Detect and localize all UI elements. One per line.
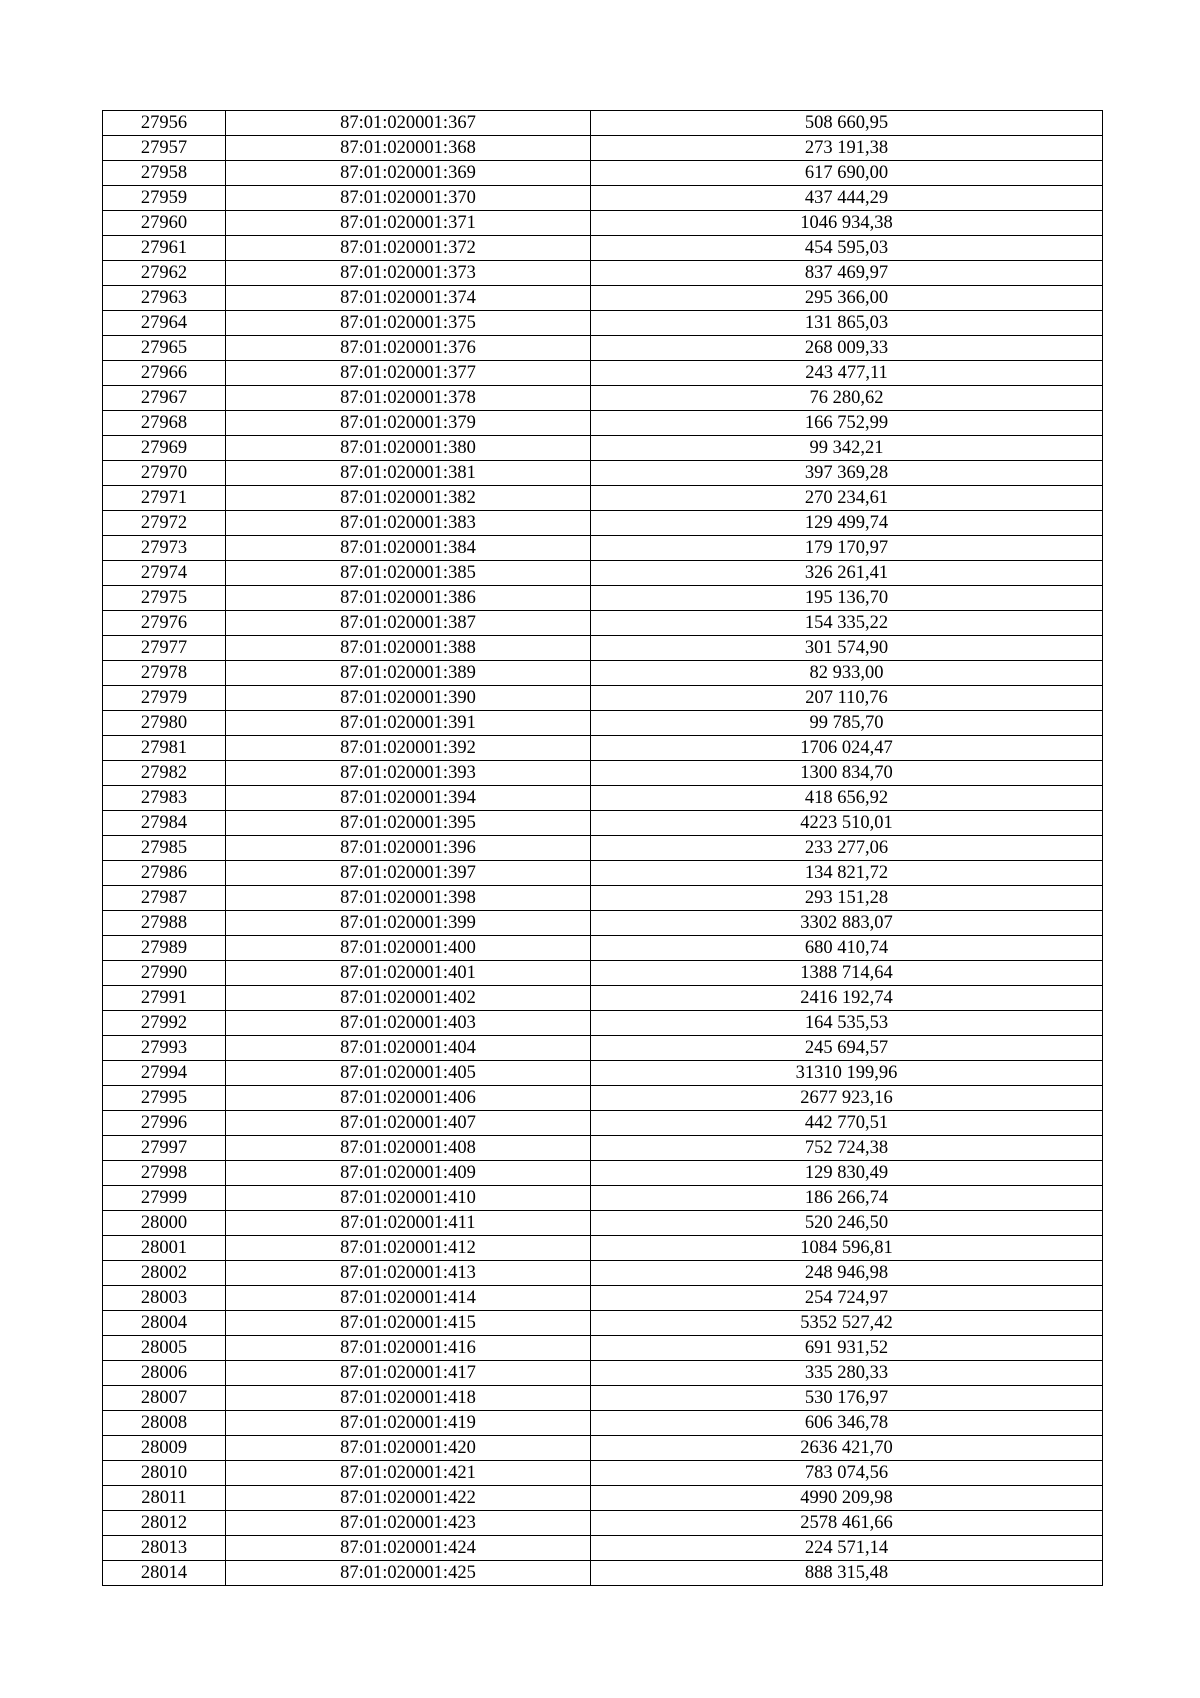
table-row xyxy=(103,486,1103,511)
cadastral-value-cell: 273 191,38 xyxy=(591,136,1103,161)
table-row xyxy=(103,461,1103,486)
cadastral-value-cell: 1046 934,38 xyxy=(591,211,1103,236)
cadastral-number-cell: 87:01:020001:411 xyxy=(226,1211,591,1236)
cadastral-number-cell: 87:01:020001:400 xyxy=(226,936,591,961)
row-number-cell: 27975 xyxy=(103,586,226,611)
cadastral-value-cell: 301 574,90 xyxy=(591,636,1103,661)
row-number-cell: 27978 xyxy=(103,661,226,686)
cadastral-number-cell: 87:01:020001:368 xyxy=(226,136,591,161)
row-number-cell: 28003 xyxy=(103,1286,226,1311)
cadastral-number-cell: 87:01:020001:372 xyxy=(226,236,591,261)
table-row xyxy=(103,186,1103,211)
table-row xyxy=(103,1336,1103,1361)
table-row xyxy=(103,1136,1103,1161)
row-number-cell: 27965 xyxy=(103,336,226,361)
cadastral-value-cell: 99 342,21 xyxy=(591,436,1103,461)
cadastral-value-cell: 397 369,28 xyxy=(591,461,1103,486)
cadastral-number-cell: 87:01:020001:417 xyxy=(226,1361,591,1386)
table-row xyxy=(103,911,1103,936)
row-number-cell: 27971 xyxy=(103,486,226,511)
table-row xyxy=(103,611,1103,636)
table-row xyxy=(103,1011,1103,1036)
cadastral-number-cell: 87:01:020001:382 xyxy=(226,486,591,511)
table-row xyxy=(103,236,1103,261)
table-row xyxy=(103,686,1103,711)
cadastral-number-cell: 87:01:020001:402 xyxy=(226,986,591,1011)
cadastral-number-cell: 87:01:020001:373 xyxy=(226,261,591,286)
cadastral-value-cell: 82 933,00 xyxy=(591,661,1103,686)
cadastral-number-cell: 87:01:020001:423 xyxy=(226,1511,591,1536)
cadastral-number-cell: 87:01:020001:393 xyxy=(226,761,591,786)
table-row xyxy=(103,1511,1103,1536)
cadastral-value-table xyxy=(102,110,1103,1586)
row-number-cell: 28006 xyxy=(103,1361,226,1386)
row-number-cell: 27998 xyxy=(103,1161,226,1186)
cadastral-number-cell: 87:01:020001:385 xyxy=(226,561,591,586)
table-row xyxy=(103,561,1103,586)
table-row xyxy=(103,936,1103,961)
cadastral-number-cell: 87:01:020001:378 xyxy=(226,386,591,411)
table-row xyxy=(103,886,1103,911)
cadastral-value-cell: 224 571,14 xyxy=(591,1536,1103,1561)
row-number-cell: 27974 xyxy=(103,561,226,586)
table-row xyxy=(103,1561,1103,1586)
table-row xyxy=(103,286,1103,311)
row-number-cell: 28014 xyxy=(103,1561,226,1586)
row-number-cell: 27959 xyxy=(103,186,226,211)
cadastral-number-cell: 87:01:020001:408 xyxy=(226,1136,591,1161)
row-number-cell: 28010 xyxy=(103,1461,226,1486)
row-number-cell: 27961 xyxy=(103,236,226,261)
row-number-cell: 28008 xyxy=(103,1411,226,1436)
table-row xyxy=(103,1036,1103,1061)
row-number-cell: 27999 xyxy=(103,1186,226,1211)
cadastral-value-cell: 134 821,72 xyxy=(591,861,1103,886)
cadastral-number-cell: 87:01:020001:420 xyxy=(226,1436,591,1461)
row-number-cell: 27980 xyxy=(103,711,226,736)
table-row xyxy=(103,311,1103,336)
table-row xyxy=(103,1061,1103,1086)
cadastral-number-cell: 87:01:020001:407 xyxy=(226,1111,591,1136)
cadastral-value-cell: 295 366,00 xyxy=(591,286,1103,311)
table-row xyxy=(103,1261,1103,1286)
cadastral-value-cell: 166 752,99 xyxy=(591,411,1103,436)
cadastral-value-cell: 4990 209,98 xyxy=(591,1486,1103,1511)
row-number-cell: 27987 xyxy=(103,886,226,911)
row-number-cell: 27994 xyxy=(103,1061,226,1086)
table-row xyxy=(103,1186,1103,1211)
cadastral-value-cell: 76 280,62 xyxy=(591,386,1103,411)
cadastral-number-cell: 87:01:020001:374 xyxy=(226,286,591,311)
table-row xyxy=(103,961,1103,986)
cadastral-value-cell: 1388 714,64 xyxy=(591,961,1103,986)
cadastral-value-cell: 888 315,48 xyxy=(591,1561,1103,1586)
table-row xyxy=(103,1086,1103,1111)
cadastral-value-cell: 179 170,97 xyxy=(591,536,1103,561)
cadastral-number-cell: 87:01:020001:418 xyxy=(226,1386,591,1411)
cadastral-value-cell: 2578 461,66 xyxy=(591,1511,1103,1536)
cadastral-value-cell: 837 469,97 xyxy=(591,261,1103,286)
table-row xyxy=(103,1411,1103,1436)
table-row xyxy=(103,361,1103,386)
cadastral-number-cell: 87:01:020001:421 xyxy=(226,1461,591,1486)
cadastral-value-cell: 680 410,74 xyxy=(591,936,1103,961)
cadastral-value-cell: 233 277,06 xyxy=(591,836,1103,861)
cadastral-value-cell: 2677 923,16 xyxy=(591,1086,1103,1111)
cadastral-value-cell: 783 074,56 xyxy=(591,1461,1103,1486)
row-number-cell: 28001 xyxy=(103,1236,226,1261)
cadastral-value-cell: 243 477,11 xyxy=(591,361,1103,386)
table-row xyxy=(103,1536,1103,1561)
row-number-cell: 27985 xyxy=(103,836,226,861)
cadastral-number-cell: 87:01:020001:394 xyxy=(226,786,591,811)
cadastral-number-cell: 87:01:020001:403 xyxy=(226,1011,591,1036)
row-number-cell: 27984 xyxy=(103,811,226,836)
cadastral-number-cell: 87:01:020001:425 xyxy=(226,1561,591,1586)
row-number-cell: 27972 xyxy=(103,511,226,536)
cadastral-value-cell: 129 499,74 xyxy=(591,511,1103,536)
cadastral-value-cell: 4223 510,01 xyxy=(591,811,1103,836)
cadastral-number-cell: 87:01:020001:424 xyxy=(226,1536,591,1561)
row-number-cell: 28013 xyxy=(103,1536,226,1561)
cadastral-value-cell: 1084 596,81 xyxy=(591,1236,1103,1261)
cadastral-number-cell: 87:01:020001:379 xyxy=(226,411,591,436)
cadastral-number-cell: 87:01:020001:376 xyxy=(226,336,591,361)
row-number-cell: 27988 xyxy=(103,911,226,936)
row-number-cell: 27962 xyxy=(103,261,226,286)
cadastral-number-cell: 87:01:020001:414 xyxy=(226,1286,591,1311)
cadastral-value-cell: 617 690,00 xyxy=(591,161,1103,186)
row-number-cell: 27963 xyxy=(103,286,226,311)
table-row xyxy=(103,786,1103,811)
table-row xyxy=(103,1286,1103,1311)
table-row xyxy=(103,1111,1103,1136)
cadastral-value-cell: 3302 883,07 xyxy=(591,911,1103,936)
cadastral-number-cell: 87:01:020001:396 xyxy=(226,836,591,861)
cadastral-number-cell: 87:01:020001:384 xyxy=(226,536,591,561)
row-number-cell: 27983 xyxy=(103,786,226,811)
table-row xyxy=(103,736,1103,761)
table-body xyxy=(103,111,1103,1586)
cadastral-number-cell: 87:01:020001:371 xyxy=(226,211,591,236)
cadastral-value-cell: 418 656,92 xyxy=(591,786,1103,811)
row-number-cell: 27992 xyxy=(103,1011,226,1036)
row-number-cell: 27986 xyxy=(103,861,226,886)
row-number-cell: 28004 xyxy=(103,1311,226,1336)
table-row xyxy=(103,1386,1103,1411)
row-number-cell: 28000 xyxy=(103,1211,226,1236)
cadastral-number-cell: 87:01:020001:398 xyxy=(226,886,591,911)
row-number-cell: 27979 xyxy=(103,686,226,711)
table-row xyxy=(103,1461,1103,1486)
cadastral-value-cell: 326 261,41 xyxy=(591,561,1103,586)
cadastral-value-cell: 442 770,51 xyxy=(591,1111,1103,1136)
row-number-cell: 27997 xyxy=(103,1136,226,1161)
cadastral-value-cell: 254 724,97 xyxy=(591,1286,1103,1311)
cadastral-number-cell: 87:01:020001:413 xyxy=(226,1261,591,1286)
row-number-cell: 27982 xyxy=(103,761,226,786)
cadastral-number-cell: 87:01:020001:375 xyxy=(226,311,591,336)
cadastral-number-cell: 87:01:020001:380 xyxy=(226,436,591,461)
row-number-cell: 27996 xyxy=(103,1111,226,1136)
table-row xyxy=(103,1161,1103,1186)
row-number-cell: 28005 xyxy=(103,1336,226,1361)
cadastral-number-cell: 87:01:020001:383 xyxy=(226,511,591,536)
table-row xyxy=(103,1311,1103,1336)
cadastral-number-cell: 87:01:020001:369 xyxy=(226,161,591,186)
cadastral-number-cell: 87:01:020001:409 xyxy=(226,1161,591,1186)
cadastral-value-cell: 2416 192,74 xyxy=(591,986,1103,1011)
table-row xyxy=(103,336,1103,361)
cadastral-value-cell: 99 785,70 xyxy=(591,711,1103,736)
table-row xyxy=(103,836,1103,861)
table-row xyxy=(103,511,1103,536)
cadastral-number-cell: 87:01:020001:386 xyxy=(226,586,591,611)
cadastral-value-cell: 248 946,98 xyxy=(591,1261,1103,1286)
table-row xyxy=(103,386,1103,411)
cadastral-number-cell: 87:01:020001:392 xyxy=(226,736,591,761)
table-row xyxy=(103,411,1103,436)
table-row xyxy=(103,586,1103,611)
table-row xyxy=(103,761,1103,786)
row-number-cell: 27995 xyxy=(103,1086,226,1111)
cadastral-value-cell: 508 660,95 xyxy=(591,111,1103,136)
row-number-cell: 27969 xyxy=(103,436,226,461)
row-number-cell: 28002 xyxy=(103,1261,226,1286)
cadastral-value-cell: 131 865,03 xyxy=(591,311,1103,336)
cadastral-number-cell: 87:01:020001:390 xyxy=(226,686,591,711)
table-row xyxy=(103,1361,1103,1386)
table-row xyxy=(103,436,1103,461)
table-row xyxy=(103,711,1103,736)
cadastral-value-cell: 293 151,28 xyxy=(591,886,1103,911)
row-number-cell: 28009 xyxy=(103,1436,226,1461)
cadastral-number-cell: 87:01:020001:401 xyxy=(226,961,591,986)
table-row xyxy=(103,261,1103,286)
cadastral-value-cell: 154 335,22 xyxy=(591,611,1103,636)
cadastral-value-cell: 520 246,50 xyxy=(591,1211,1103,1236)
cadastral-value-cell: 164 535,53 xyxy=(591,1011,1103,1036)
cadastral-number-cell: 87:01:020001:367 xyxy=(226,111,591,136)
row-number-cell: 27967 xyxy=(103,386,226,411)
table-row xyxy=(103,1236,1103,1261)
cadastral-number-cell: 87:01:020001:397 xyxy=(226,861,591,886)
table-row xyxy=(103,861,1103,886)
table-row xyxy=(103,661,1103,686)
cadastral-number-cell: 87:01:020001:405 xyxy=(226,1061,591,1086)
cadastral-number-cell: 87:01:020001:412 xyxy=(226,1236,591,1261)
cadastral-number-cell: 87:01:020001:391 xyxy=(226,711,591,736)
cadastral-value-cell: 691 931,52 xyxy=(591,1336,1103,1361)
cadastral-number-cell: 87:01:020001:370 xyxy=(226,186,591,211)
table-row xyxy=(103,161,1103,186)
row-number-cell: 27957 xyxy=(103,136,226,161)
table-row xyxy=(103,1486,1103,1511)
row-number-cell: 27977 xyxy=(103,636,226,661)
row-number-cell: 27964 xyxy=(103,311,226,336)
table-row xyxy=(103,536,1103,561)
row-number-cell: 27993 xyxy=(103,1036,226,1061)
row-number-cell: 27958 xyxy=(103,161,226,186)
table-row xyxy=(103,636,1103,661)
row-number-cell: 27976 xyxy=(103,611,226,636)
cadastral-value-cell: 268 009,33 xyxy=(591,336,1103,361)
cadastral-value-cell: 752 724,38 xyxy=(591,1136,1103,1161)
cadastral-value-cell: 5352 527,42 xyxy=(591,1311,1103,1336)
row-number-cell: 27991 xyxy=(103,986,226,1011)
cadastral-number-cell: 87:01:020001:381 xyxy=(226,461,591,486)
cadastral-number-cell: 87:01:020001:419 xyxy=(226,1411,591,1436)
cadastral-number-cell: 87:01:020001:377 xyxy=(226,361,591,386)
cadastral-value-cell: 530 176,97 xyxy=(591,1386,1103,1411)
cadastral-number-cell: 87:01:020001:406 xyxy=(226,1086,591,1111)
cadastral-value-cell: 207 110,76 xyxy=(591,686,1103,711)
row-number-cell: 27956 xyxy=(103,111,226,136)
table-row xyxy=(103,1436,1103,1461)
table-row xyxy=(103,986,1103,1011)
table-row xyxy=(103,211,1103,236)
cadastral-value-cell: 1706 024,47 xyxy=(591,736,1103,761)
table-row xyxy=(103,111,1103,136)
row-number-cell: 27990 xyxy=(103,961,226,986)
row-number-cell: 28007 xyxy=(103,1386,226,1411)
cadastral-number-cell: 87:01:020001:404 xyxy=(226,1036,591,1061)
cadastral-number-cell: 87:01:020001:415 xyxy=(226,1311,591,1336)
cadastral-value-cell: 437 444,29 xyxy=(591,186,1103,211)
cadastral-number-cell: 87:01:020001:416 xyxy=(226,1336,591,1361)
row-number-cell: 27989 xyxy=(103,936,226,961)
row-number-cell: 28011 xyxy=(103,1486,226,1511)
cadastral-value-cell: 1300 834,70 xyxy=(591,761,1103,786)
row-number-cell: 27960 xyxy=(103,211,226,236)
cadastral-number-cell: 87:01:020001:387 xyxy=(226,611,591,636)
row-number-cell: 27981 xyxy=(103,736,226,761)
cadastral-number-cell: 87:01:020001:389 xyxy=(226,661,591,686)
cadastral-value-cell: 245 694,57 xyxy=(591,1036,1103,1061)
row-number-cell: 28012 xyxy=(103,1511,226,1536)
table-row xyxy=(103,1211,1103,1236)
cadastral-number-cell: 87:01:020001:388 xyxy=(226,636,591,661)
cadastral-value-cell: 2636 421,70 xyxy=(591,1436,1103,1461)
cadastral-number-cell: 87:01:020001:399 xyxy=(226,911,591,936)
row-number-cell: 27968 xyxy=(103,411,226,436)
cadastral-value-cell: 129 830,49 xyxy=(591,1161,1103,1186)
row-number-cell: 27970 xyxy=(103,461,226,486)
row-number-cell: 27966 xyxy=(103,361,226,386)
cadastral-value-cell: 335 280,33 xyxy=(591,1361,1103,1386)
table-row xyxy=(103,136,1103,161)
cadastral-number-cell: 87:01:020001:422 xyxy=(226,1486,591,1511)
cadastral-number-cell: 87:01:020001:395 xyxy=(226,811,591,836)
cadastral-value-cell: 606 346,78 xyxy=(591,1411,1103,1436)
cadastral-value-cell: 270 234,61 xyxy=(591,486,1103,511)
table-row xyxy=(103,811,1103,836)
cadastral-number-cell: 87:01:020001:410 xyxy=(226,1186,591,1211)
row-number-cell: 27973 xyxy=(103,536,226,561)
cadastral-value-cell: 195 136,70 xyxy=(591,586,1103,611)
cadastral-value-cell: 454 595,03 xyxy=(591,236,1103,261)
cadastral-value-cell: 186 266,74 xyxy=(591,1186,1103,1211)
cadastral-value-cell: 31310 199,96 xyxy=(591,1061,1103,1086)
